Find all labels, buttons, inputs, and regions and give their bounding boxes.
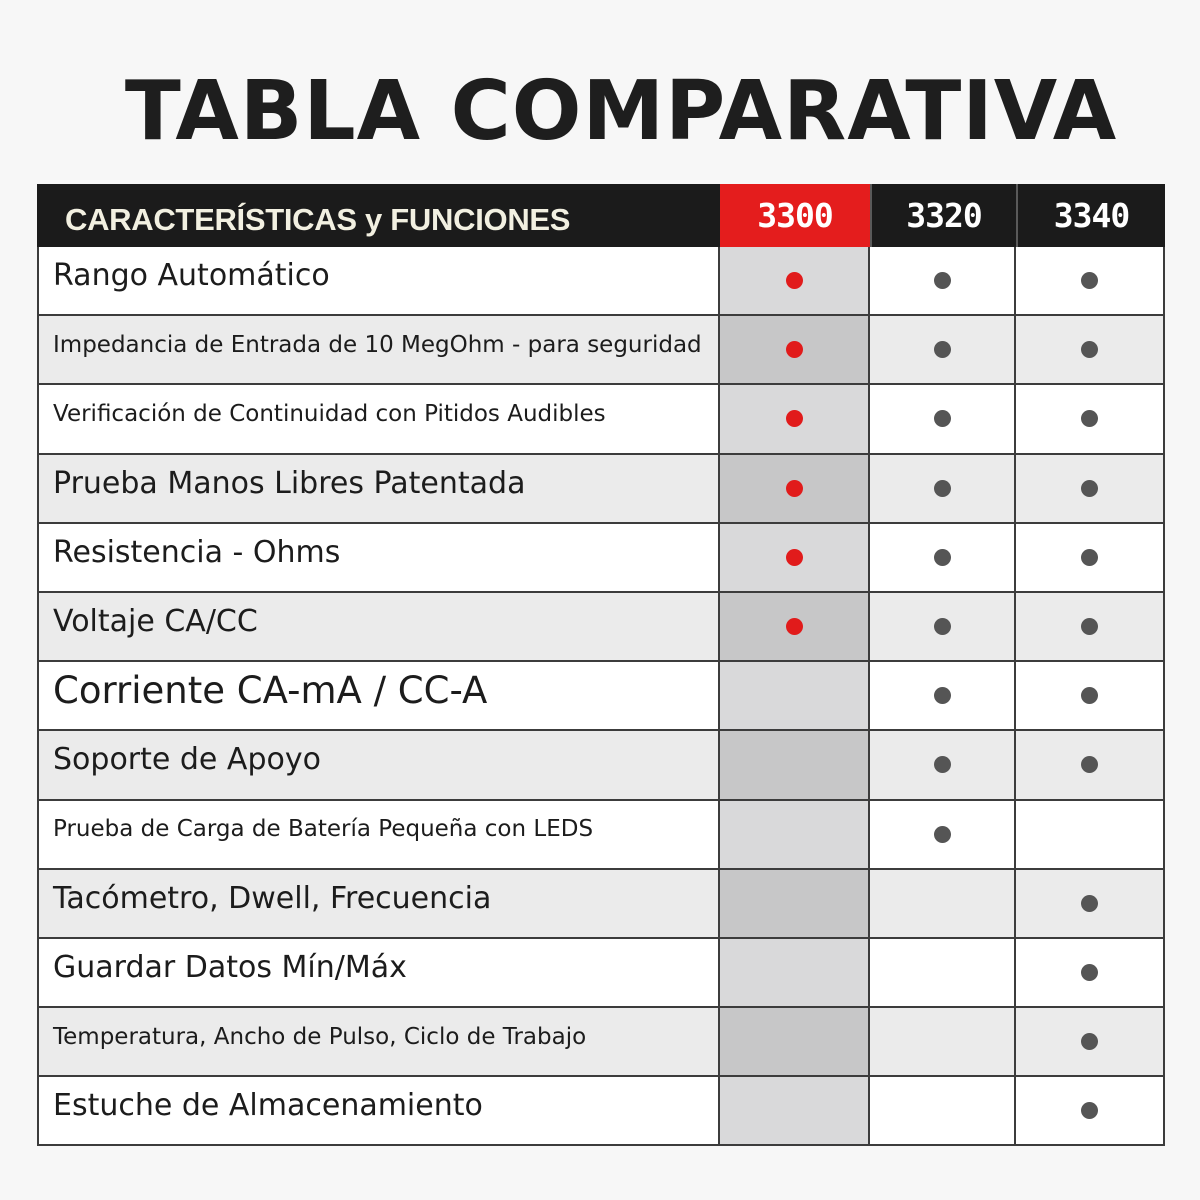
table-row [37,939,1165,1008]
model-cell-3300 [720,731,870,798]
model-cell-3320 [870,385,1016,452]
model-cell-3340 [1016,247,1163,314]
model-cell-3320 [870,1077,1016,1144]
model-cell-3340 [1016,801,1163,868]
model-cell-3300 [720,801,870,868]
table-row [37,385,1165,454]
table-row [37,316,1165,385]
model-cell-3320 [870,870,1016,937]
model-cell-3300 [720,1077,870,1144]
table-body [37,247,1165,1146]
model-cell-3340 [1016,455,1163,522]
feature-label: Verificación de Continuidad con Pitidos Audibles [53,400,606,427]
feature-cell [39,593,720,660]
feature-dot-icon [1081,1102,1098,1119]
feature-label: Rango Automático [53,258,330,294]
feature-dot-icon [1081,341,1098,358]
feature-dot-icon [934,549,951,566]
feature-label: Tacómetro, Dwell, Frecuencia [53,880,492,916]
feature-dot-icon [934,756,951,773]
table-row [37,524,1165,593]
table-row [37,801,1165,870]
table-header [37,184,1165,247]
model-cell-3300 [720,593,870,660]
feature-dot-icon [1081,272,1098,289]
feature-label: Soporte de Apoyo [53,742,321,778]
model-cell-3300 [720,247,870,314]
feature-label: Resistencia - Ohms [53,534,341,570]
feature-cell [39,1077,720,1144]
page-title: TABLA COMPARATIVA [124,64,1118,159]
feature-cell [39,316,720,383]
feature-label: Temperatura, Ancho de Pulso, Ciclo de Trabajo [53,1023,587,1050]
model-cell-3320 [870,455,1016,522]
table-row [37,870,1165,939]
feature-label: Impedancia de Entrada de 10 MegOhm - para seguridad [53,331,702,358]
feature-dot-icon [934,410,951,427]
model-cell-3340 [1016,593,1163,660]
model-cell-3340 [1016,939,1163,1006]
feature-dot-icon [934,272,951,289]
feature-dot-icon [786,341,803,358]
feature-dot-icon [1081,687,1098,704]
feature-dot-icon [1081,1033,1098,1050]
model-cell-3300 [720,385,870,452]
model-header-3300: 3300 [720,184,870,247]
feature-dot-icon [1081,480,1098,497]
feature-cell [39,939,720,1006]
model-cell-3340 [1016,524,1163,591]
feature-cell [39,455,720,522]
feature-cell [39,870,720,937]
model-cell-3320 [870,731,1016,798]
model-cell-3300 [720,939,870,1006]
feature-dot-icon [786,618,803,635]
model-cell-3300 [720,316,870,383]
model-cell-3340 [1016,870,1163,937]
comparison-table [37,184,1165,1146]
table-row [37,731,1165,800]
feature-dot-icon [1081,895,1098,912]
feature-dot-icon [786,480,803,497]
feature-dot-icon [934,480,951,497]
table-row [37,1008,1165,1077]
model-cell-3340 [1016,662,1163,729]
feature-dot-icon [786,549,803,566]
feature-dot-icon [1081,964,1098,981]
feature-cell [39,385,720,452]
feature-label: Prueba de Carga de Batería Pequeña con LEDS [53,816,594,843]
model-cell-3320 [870,662,1016,729]
table-row [37,662,1165,731]
table-row [37,247,1165,316]
model-cell-3320 [870,593,1016,660]
feature-dot-icon [1081,410,1098,427]
model-cell-3320 [870,1008,1016,1075]
model-cell-3300 [720,662,870,729]
table-row [37,1077,1165,1146]
feature-dot-icon [1081,756,1098,773]
model-cell-3320 [870,524,1016,591]
feature-dot-icon [934,618,951,635]
table-row [37,455,1165,524]
model-cell-3320 [870,801,1016,868]
model-header-3320: 3320 [870,184,1016,247]
feature-cell [39,731,720,798]
feature-dot-icon [934,341,951,358]
feature-label: Guardar Datos Mín/Máx [53,949,407,985]
feature-dot-icon [1081,549,1098,566]
model-cell-3300 [720,524,870,591]
features-header: CARACTERÍSTICAS y FUNCIONES [65,202,571,237]
model-cell-3300 [720,870,870,937]
feature-dot-icon [934,826,951,843]
feature-cell [39,247,720,314]
model-cell-3300 [720,1008,870,1075]
model-cell-3340 [1016,1008,1163,1075]
model-cell-3340 [1016,385,1163,452]
feature-cell [39,524,720,591]
feature-dot-icon [934,687,951,704]
model-cell-3320 [870,939,1016,1006]
feature-label: Estuche de Almacenamiento [53,1088,483,1124]
feature-label: Prueba Manos Libres Patentada [53,465,526,501]
model-header-3340: 3340 [1016,184,1165,247]
model-cell-3340 [1016,316,1163,383]
feature-cell [39,662,720,729]
feature-dot-icon [1081,618,1098,635]
model-cell-3320 [870,247,1016,314]
feature-cell [39,1008,720,1075]
feature-dot-icon [786,272,803,289]
feature-label: Corriente CA-mA / CC-A [53,669,488,713]
model-cell-3320 [870,316,1016,383]
feature-dot-icon [786,410,803,427]
table-row [37,593,1165,662]
feature-cell [39,801,720,868]
model-cell-3300 [720,455,870,522]
feature-label: Voltaje CA/CC [53,604,258,640]
model-cell-3340 [1016,1077,1163,1144]
model-cell-3340 [1016,731,1163,798]
